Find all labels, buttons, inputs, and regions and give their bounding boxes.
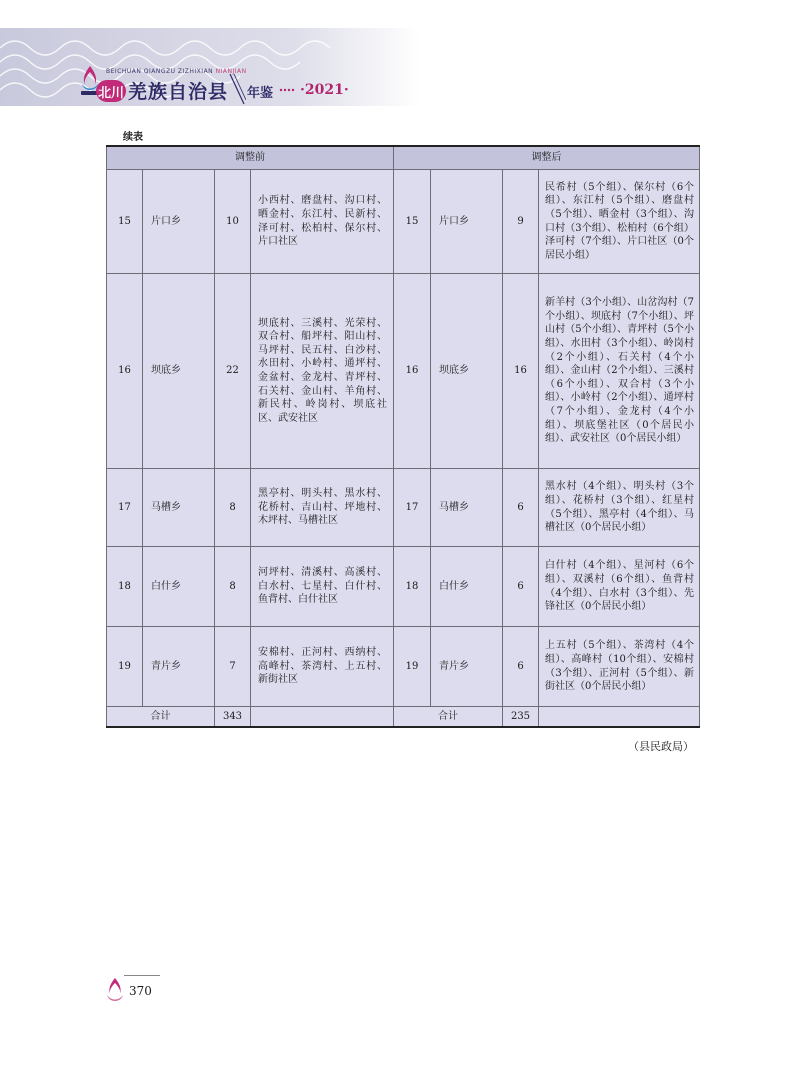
township-name: 坝底乡 [143,274,215,469]
village-list: 河坪村、清溪村、高溪村、白水村、七星村、白什村、鱼背村、白什社区 [251,547,394,627]
village-count-after: 6 [503,469,539,547]
village-list-after: 白什村（4个组）、星河村（6个组）、双溪村（6个组）、鱼背村（4个组）、白水村（3个组）、先锋社区（0个居民小组） [539,547,700,627]
row-number-after: 19 [394,627,431,707]
total-row [107,707,700,728]
village-list-after: 新羊村（3个小组）、山岔沟村（7个小组）、坝底村（7个小组）、坪山村（5个小组）、青坪村（5个小组）、水田村（3个小组）、岭岗村（2个小组）、石关村（4个小组）、金山村（2个小组）、三溪村（6个小组）、双合村（3个小组）、小岭村（2个小组）、通坪村（7个小组）、金龙村（4个小组）、坝底堡社区（0个居民小组）、武安社区（0个居民小组） [539,274,700,469]
village-list: 黑亭村、明头村、黑水村、花桥村、吉山村、坪地村、木坪村、马槽社区 [251,469,394,547]
total-after: 235 [503,707,539,728]
page-number: 370 [129,984,152,998]
village-count-after: 16 [503,274,539,469]
table-caption: 续表 [123,132,143,143]
village-list-after: 民希村（5个组）、保尔村（6个组）、东江村（5个组）、磨盘村（5个组）、晒金村（3个组）、沟口村（3个组）、松柏村（6个组）泽可村（7个组）、片口社区（0个居民小组） [539,170,700,274]
county-title: 羌族自治县 [128,81,229,103]
page-header [0,0,800,110]
flame-footer-icon [104,976,126,1006]
village-list-after: 上五村（5个组）、茶湾村（4个组）、高峰村（10个组）、安棉村（3个组）、正河村（5个组）、新街社区（0个居民小组） [539,627,700,707]
dots-decoration [279,88,297,92]
village-count: 22 [215,274,251,469]
village-count: 8 [215,469,251,547]
table-row [107,547,700,627]
village-list: 安棉村、正河村、西纳村、高峰村、茶湾村、上五村、新街社区 [251,627,394,707]
row-number: 16 [107,274,143,469]
row-number-after: 16 [394,274,431,469]
after-header: 调整后 [394,146,700,170]
row-number-after: 17 [394,469,431,547]
township-name-after: 坝底乡 [431,274,503,469]
village-count: 7 [215,627,251,707]
table-row [107,627,700,707]
village-list-after: 黑水村（4个组）、明头村（3个组）、花桥村（3个组）、红星村（5个组）、黑亭村（4个组）、马槽社区（0个居民小组） [539,469,700,547]
row-number-after: 18 [394,547,431,627]
year-label: ·2021· [300,82,349,98]
table-row [107,274,700,469]
source-note: （县民政局） [628,740,694,753]
township-name-after: 片口乡 [431,170,503,274]
village-count: 10 [215,170,251,274]
total-label-after: 合计 [394,707,503,728]
pinyin-title: BEICHUAN QIANGZU ZIZHIXIAN NIANJIAN [106,68,247,75]
table-row [107,469,700,547]
township-name: 马槽乡 [143,469,215,547]
row-number: 18 [107,547,143,627]
township-name-after: 马槽乡 [431,469,503,547]
village-list: 坝底村、三溪村、光荣村、双合村、船坪村、阳山村、马坪村、民五村、白沙村、水田村、小岭村、通坪村、金盆村、金龙村、青坪村、石关村、金山村、羊角村、新民村、岭岗村、坝底社区、武安社区 [251,274,394,469]
before-header: 调整前 [107,146,394,170]
township-name-after: 白什乡 [431,547,503,627]
village-count-after: 6 [503,547,539,627]
township-name-after: 青片乡 [431,627,503,707]
row-number: 15 [107,170,143,274]
township-name: 片口乡 [143,170,215,274]
empty-cell [539,707,700,728]
slash-decoration [228,72,246,106]
empty-cell [251,707,394,728]
page-number-rule [124,975,160,976]
county-badge: 北川 [96,80,126,102]
table-header-row [107,146,700,170]
adjustment-table [106,145,700,728]
row-number: 19 [107,627,143,707]
row-number: 17 [107,469,143,547]
row-number-after: 15 [394,170,431,274]
village-list: 小西村、磨盘村、沟口村、晒金村、东江村、民新村、泽可村、松柏村、保尔村、片口社区 [251,170,394,274]
village-count-after: 9 [503,170,539,274]
yearbook-label: 年鉴 [247,86,274,101]
table-row [107,170,700,274]
total-label: 合计 [107,707,215,728]
township-name: 白什乡 [143,547,215,627]
village-count: 8 [215,547,251,627]
village-count-after: 6 [503,627,539,707]
township-name: 青片乡 [143,627,215,707]
total-before: 343 [215,707,251,728]
